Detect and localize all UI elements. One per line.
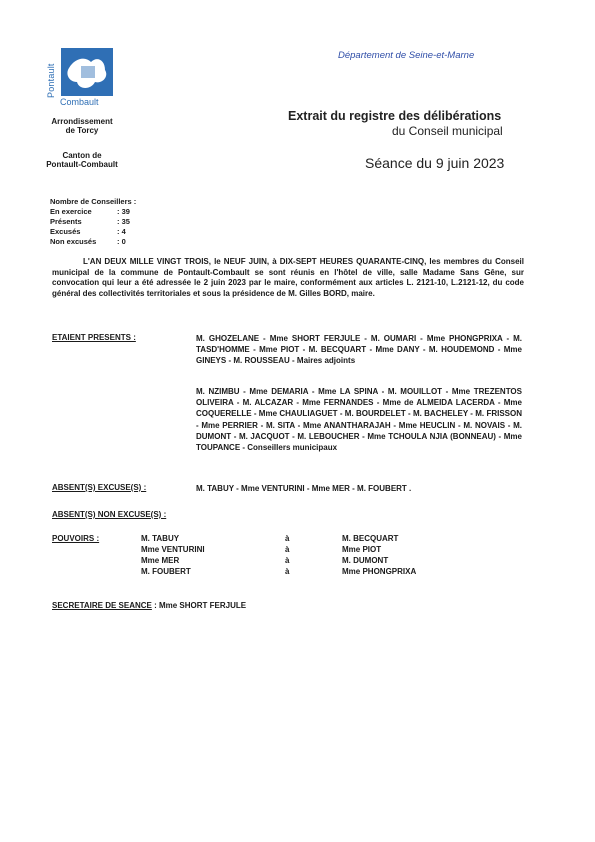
arrondissement xyxy=(40,117,124,135)
pouvoir-from: M. FOUBERT xyxy=(141,567,191,576)
absents-non-excuses-label: ABSENT(S) NON EXCUSE(S) : xyxy=(52,510,167,519)
secretaire-line xyxy=(52,601,246,610)
maires-adjoints: M. GHOZELANE - Mme SHORT FERJULE - M. OUMARI - Mme PHONGPRIXA - M. TASD'HOMME - Mme PIOT - M. BECQUART - Mme DANY - M. HOUDEMOND - Mme GINEYS - M. ROUSSEAU - Maires adjoints xyxy=(196,334,522,366)
secretaire-value: : Mme SHORT FERJULE xyxy=(151,601,247,610)
pouvoir-a: à xyxy=(285,534,290,543)
stats-row xyxy=(50,217,136,227)
stats-value: : 4 xyxy=(117,227,126,236)
intro-paragraph xyxy=(52,257,524,299)
pouvoir-to: M. BECQUART xyxy=(342,534,399,543)
canton-line2: Pontault-Combault xyxy=(46,160,118,169)
logo-bottom-text: Combault xyxy=(60,97,99,107)
pouvoir-from: Mme MER xyxy=(141,556,180,565)
stats-label: Présents xyxy=(50,217,82,226)
arrondissement-line1: Arrondissement xyxy=(51,117,113,126)
pouvoir-a: à xyxy=(285,567,290,576)
presents-label: ETAIENT PRESENTS : xyxy=(52,333,136,342)
department: Département de Seine-et-Marne xyxy=(338,50,475,61)
stats-label: En exercice xyxy=(50,207,92,216)
canton-line1: Canton de xyxy=(62,151,102,160)
pouvoir-a: à xyxy=(285,545,290,554)
extrait-title: Extrait du registre des délibérations xyxy=(288,109,502,123)
stats-row xyxy=(50,237,136,247)
stats-value: : 35 xyxy=(117,217,130,226)
pouvoir-from: Mme VENTURINI xyxy=(141,545,205,554)
stats-value: : 39 xyxy=(117,207,130,216)
stats-title: Nombre de Conseillers : xyxy=(50,197,137,206)
conseillers-municipaux: M. NZIMBU - Mme DEMARIA - Mme LA SPINA - M. MOUILLOT - Mme TREZENTOS OLIVEIRA - M. ALCAZAR - Mme FERNANDES - Mme de ALMEIDA LACERDA - Mme COQUERELLE - Mme CHAULIAGUET - M. BOURDELET - M. BACHELEY - M. FRISSON - Mme PERRIER - M. SITA - Mme ANANTHARAJAH - Mme HEUCLIN - M. NOVAIS - M. DUMONT - M. JACQUOT - M. LEBOUCHER - Mme TCHOULA NJIA (BONNEAU) - Mme TOUPANCE - Conseillers municipaux xyxy=(196,387,522,453)
city-logo xyxy=(61,48,113,96)
canton xyxy=(36,151,128,169)
intro-text: L'AN DEUX MILLE VINGT TROIS, le NEUF JUIN, à DIX-SEPT HEURES QUARANTE-CINQ, les membres du Conseil municipal de la commune de Pontault-Combault se sont réunis en l'hôtel de ville, salle Madame Sans Gêne, sur convocation qui leur a été adressée le 2 juin 2023 par le maire, conformément aux articles L. 2121-10, L.2121-12, du code général des collectivités territoriales et sous la présidence de M. Gilles BORD, maire. xyxy=(52,257,524,298)
absents-excuses-names: M. TABUY - Mme VENTURINI - Mme MER - M. FOUBERT . xyxy=(196,484,412,493)
stats-row xyxy=(50,227,136,237)
absents-excuses-label: ABSENT(S) EXCUSE(S) : xyxy=(52,483,147,492)
pouvoir-to: Mme PIOT xyxy=(342,545,382,554)
seance-date: Séance du 9 juin 2023 xyxy=(365,155,505,171)
pouvoir-to: Mme PHONGPRIXA xyxy=(342,567,417,576)
secretaire-label: SECRETAIRE DE SEANCE xyxy=(52,601,152,610)
stats-label: Excusés xyxy=(50,227,81,236)
logo-vertical-text: Pontault xyxy=(46,63,56,98)
pouvoirs-label: POUVOIRS : xyxy=(52,534,100,543)
stats-value: : 0 xyxy=(117,237,126,246)
arrondissement-line2: de Torcy xyxy=(65,126,99,135)
conseil-subtitle: du Conseil municipal xyxy=(392,124,503,138)
stats-label: Non excusés xyxy=(50,237,97,246)
pouvoir-from: M. TABUY xyxy=(141,534,180,543)
stats-row xyxy=(50,207,136,217)
pouvoir-a: à xyxy=(285,556,290,565)
conseillers-stats xyxy=(50,197,136,247)
pouvoir-to: M. DUMONT xyxy=(342,556,389,565)
